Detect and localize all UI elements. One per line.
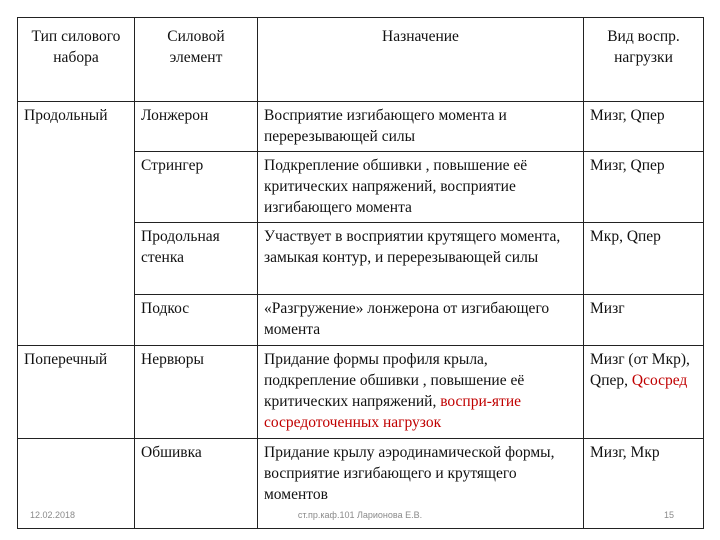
load-cell: Мизг, Qпер	[584, 102, 704, 152]
group-longitudinal: Продольный	[18, 102, 135, 346]
purpose-highlight: воспри-ятие сосредоточенных нагрузок	[264, 393, 522, 431]
purpose-cell: Восприятие изгибающего момента и перерезывающей силы	[258, 102, 584, 152]
group-transverse: Поперечный	[18, 346, 135, 439]
table-header-row	[18, 18, 704, 102]
purpose-cell: «Разгружение» лонжерона от изгибающего момента	[258, 295, 584, 346]
element-cell: Лонжерон	[135, 102, 258, 152]
load-cell: Мизг, Мкр	[584, 439, 704, 529]
footer-author: ст.пр.каф.101 Ларионова Е.В.	[297, 510, 423, 520]
footer-date: 12.02.2018	[30, 510, 76, 520]
element-cell: Стрингер	[135, 152, 258, 223]
load-highlight: Qсосред	[631, 372, 688, 389]
load-cell: Мизг, Qпер	[584, 152, 704, 223]
purpose-cell: Придание крылу аэродинамической формы, восприятие изгибающего и крутящего моментов	[258, 439, 584, 529]
purpose-cell	[258, 346, 584, 439]
purpose-text: Придание формы профиля крыла, подкрепление обшивки , повышение её критических напряжений,	[264, 351, 525, 410]
purpose-cell: Участвует в восприятии крутящего момента, замыкая контур, и перерезывающей силы	[258, 223, 584, 295]
element-cell: Нервюры	[135, 346, 258, 439]
header-element: Силовой элемент	[135, 18, 258, 102]
page-number: 15	[664, 510, 675, 520]
header-purpose: Назначение	[258, 18, 584, 102]
load-cell: Мизг	[584, 295, 704, 346]
header-type: Тип силового набора	[18, 18, 135, 102]
load-text: Мизг (от Мкр), Qпер,	[590, 351, 690, 389]
element-cell: Продольная стенка	[135, 223, 258, 295]
purpose-cell: Подкрепление обшивки , повышение её критических напряжений, восприятие изгибающего момента	[258, 152, 584, 223]
element-cell: Обшивка	[135, 439, 258, 529]
element-cell: Подкос	[135, 295, 258, 346]
structural-elements-table	[17, 17, 704, 529]
load-cell	[584, 346, 704, 439]
table-row	[18, 346, 704, 439]
load-cell: Мкр, Qпер	[584, 223, 704, 295]
header-load: Вид воспр. нагрузки	[584, 18, 704, 102]
table-row	[18, 102, 704, 152]
